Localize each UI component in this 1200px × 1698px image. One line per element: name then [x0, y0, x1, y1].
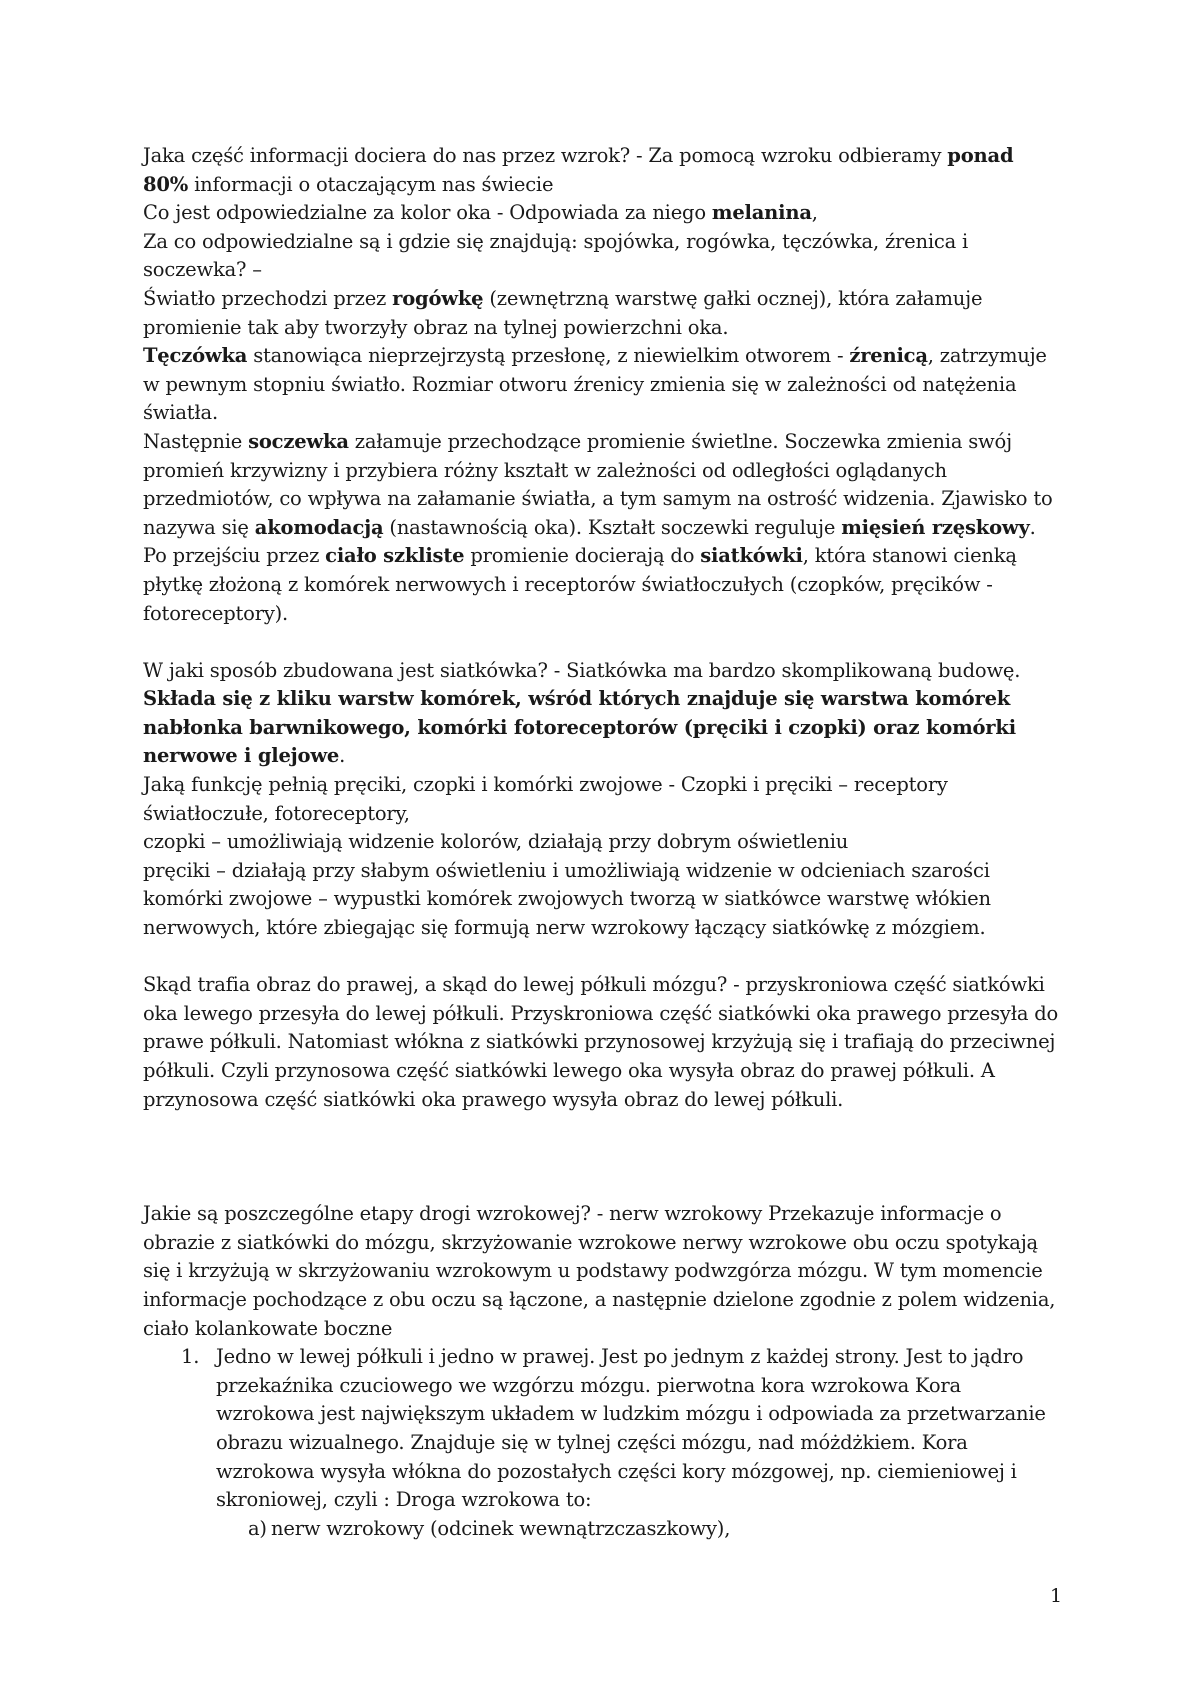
- bold-text: ponad 80%: [143, 144, 1014, 196]
- bold-text: Składa się z kliku warstw komórek, wśród których znajduje się warstwa komórek nabłonka barwnikowego, komórki fotoreceptorów (pręciki i czopki) oraz komórki nerwowe i glejowe: [143, 687, 1016, 768]
- text-span: promienie docierają do: [464, 544, 701, 568]
- document-body: [143, 142, 1063, 1543]
- blank-line: [143, 628, 1063, 657]
- text-span: Światło przechodzi przez: [143, 286, 393, 310]
- paragraph-iris: [143, 342, 1063, 428]
- paragraph-vision-info: [143, 142, 1063, 199]
- text-span: załamuje przechodzące promienie świetlne. Soczewka zmienia swój promień krzywizny i przybiera różny kształt w zależności od odległości oglądanych przedmiotów, co wpływa na załamanie światła, a tym samym na ostrość widzenia. Zjawisko to nazywa się: [143, 429, 1053, 539]
- paragraph-retina-structure: [143, 657, 1063, 771]
- text-span: Po przejściu przez: [143, 544, 326, 568]
- text-span: .: [1029, 515, 1036, 539]
- bold-text: rogówkę: [392, 286, 484, 310]
- text-span: , zatrzymuje w pewnym stopniu światło. Rozmiar otworu źrenicy zmienia się w zależności od natężenia światła.: [143, 344, 1047, 425]
- paragraph-cells-function: Jaką funkcję pełnią pręciki, czopki i komórki zwojowe - Czopki i pręciki – receptory światłoczułe, fotoreceptory,: [143, 773, 948, 825]
- paragraph-ganglion-cells: komórki zwojowe – wypustki komórek zwojowych tworzą w siatkówce warstwę włókien nerwowych, które zbiegając się formują nerw wzrokowy łączący siatkówkę z mózgiem.: [143, 887, 991, 940]
- text-span: W jaki sposób zbudowana jest siatkówka? - Siatkówka ma bardzo skomplikowaną budowę.: [143, 658, 1021, 682]
- numbered-list: [143, 1343, 1063, 1543]
- paragraph-cones: czopki – umożliwiają widzenie kolorów, działają przy dobrym oświetleniu: [143, 830, 849, 854]
- blank-line: [143, 943, 1063, 972]
- bold-text: Tęczówka: [143, 344, 248, 368]
- text-span: ,: [811, 201, 818, 225]
- page-number: 1: [1050, 1585, 1063, 1607]
- blank-space: [143, 1114, 1063, 1200]
- bold-text: mięsień rzęskowy: [841, 515, 1030, 539]
- bold-text: ciało szkliste: [325, 544, 465, 568]
- paragraph-visual-pathway: Jakie są poszczególne etapy drogi wzrokowej? - nerw wzrokowy Przekazuje informacje o obrazie z siatkówki do mózgu, skrzyżowanie wzrokowe nerwy wzrokowe obu oczu spotykają się i krzyżują w skrzyżowaniu wzrokowym u podstawy podwzgórza mózgu. W tym momencie informacje pochodzące z obu oczu są łączone, a następnie dzielone zgodnie z polem widzenia, ciało kolankowate boczne: [143, 1202, 1056, 1340]
- paragraph-cornea: [143, 285, 1063, 342]
- bold-text: soczewka: [248, 429, 349, 453]
- bold-text: źrenicą: [849, 344, 928, 368]
- text-span: .: [339, 744, 346, 768]
- text-span: Jaka część informacji dociera do nas przez wzrok? - Za pomocą wzroku odbieramy: [143, 144, 948, 167]
- text-span: (nastawnością oka). Kształt soczewki reguluje: [383, 515, 842, 539]
- paragraph-hemispheres: Skąd trafia obraz do prawej, a skąd do lewej półkuli mózgu? - przyskroniowa część siatkówki oka lewego przesyła do lewej półkuli. Przyskroniowa część siatkówki oka prawego przesyła do prawe półkuli. Natomiast włókna z siatkówki przynosowej krzyżują się i trafiają do przeciwnej półkuli. Czyli przynosowa część siatkówki lewego oka wysyła obraz do prawej półkuli. A przynosowa część siatkówki oka prawego wysyła obraz do lewej półkuli.: [143, 973, 1059, 1111]
- paragraph-lens: [143, 428, 1063, 628]
- text-span: (zewnętrzną warstwę gałki ocznej), która załamuje promienie tak aby tworzyły obraz na tylnej powierzchni oka.: [143, 286, 983, 339]
- bold-text: siatkówki: [700, 544, 803, 568]
- sub-list-letter: a): [248, 1516, 267, 1540]
- paragraph-question-structures: Za co odpowiedzialne są i gdzie się znajdują: spojówka, rogówka, tęczówka, źrenica i soczewka? –: [143, 229, 969, 282]
- list-item: [143, 1343, 1063, 1515]
- paragraph-eye-color: [143, 199, 1063, 228]
- bold-text: akomodacją: [254, 515, 384, 539]
- sub-list-item-text: nerw wzrokowy (odcinek wewnątrzczaszkowy),: [271, 1516, 731, 1540]
- text-span: , która stanowi cienką płytkę złożoną z komórek nerwowych i receptorów światłoczułych (czopków, pręcików - fotoreceptory).: [143, 544, 1017, 625]
- list-number: 1.: [181, 1345, 200, 1369]
- text-span: stanowiąca nieprzejrzystą przesłonę, z niewielkim otworem -: [247, 344, 850, 368]
- text-span: informacji o otaczającym nas świecie: [188, 172, 554, 196]
- text-span: Co jest odpowiedzialne za kolor oka - Odpowiada za niego: [143, 201, 712, 225]
- sub-list-item: [143, 1515, 1063, 1544]
- bold-text: melanina: [711, 201, 812, 225]
- paragraph-rods: pręciki – działają przy słabym oświetleniu i umożliwiają widzenie w odcieniach szarości: [143, 858, 990, 882]
- list-item-text: Jedno w lewej półkuli i jedno w prawej. Jest po jednym z każdej strony. Jest to jądro przekaźnika czuciowego we wzgórzu mózgu. pierwotna kora wzrokowa Kora wzrokowa jest największym układem w ludzkim mózgu i odpowiada za przetwarzanie obrazu wizualnego. Znajduje się w tylnej części mózgu, nad móżdżkiem. Kora wzrokowa wysyła włókna do pozostałych części kory mózgowej, np. ciemieniowej i skroniowej, czyli : Droga wzrokowa to:: [216, 1345, 1046, 1512]
- text-span: Następnie: [143, 429, 249, 453]
